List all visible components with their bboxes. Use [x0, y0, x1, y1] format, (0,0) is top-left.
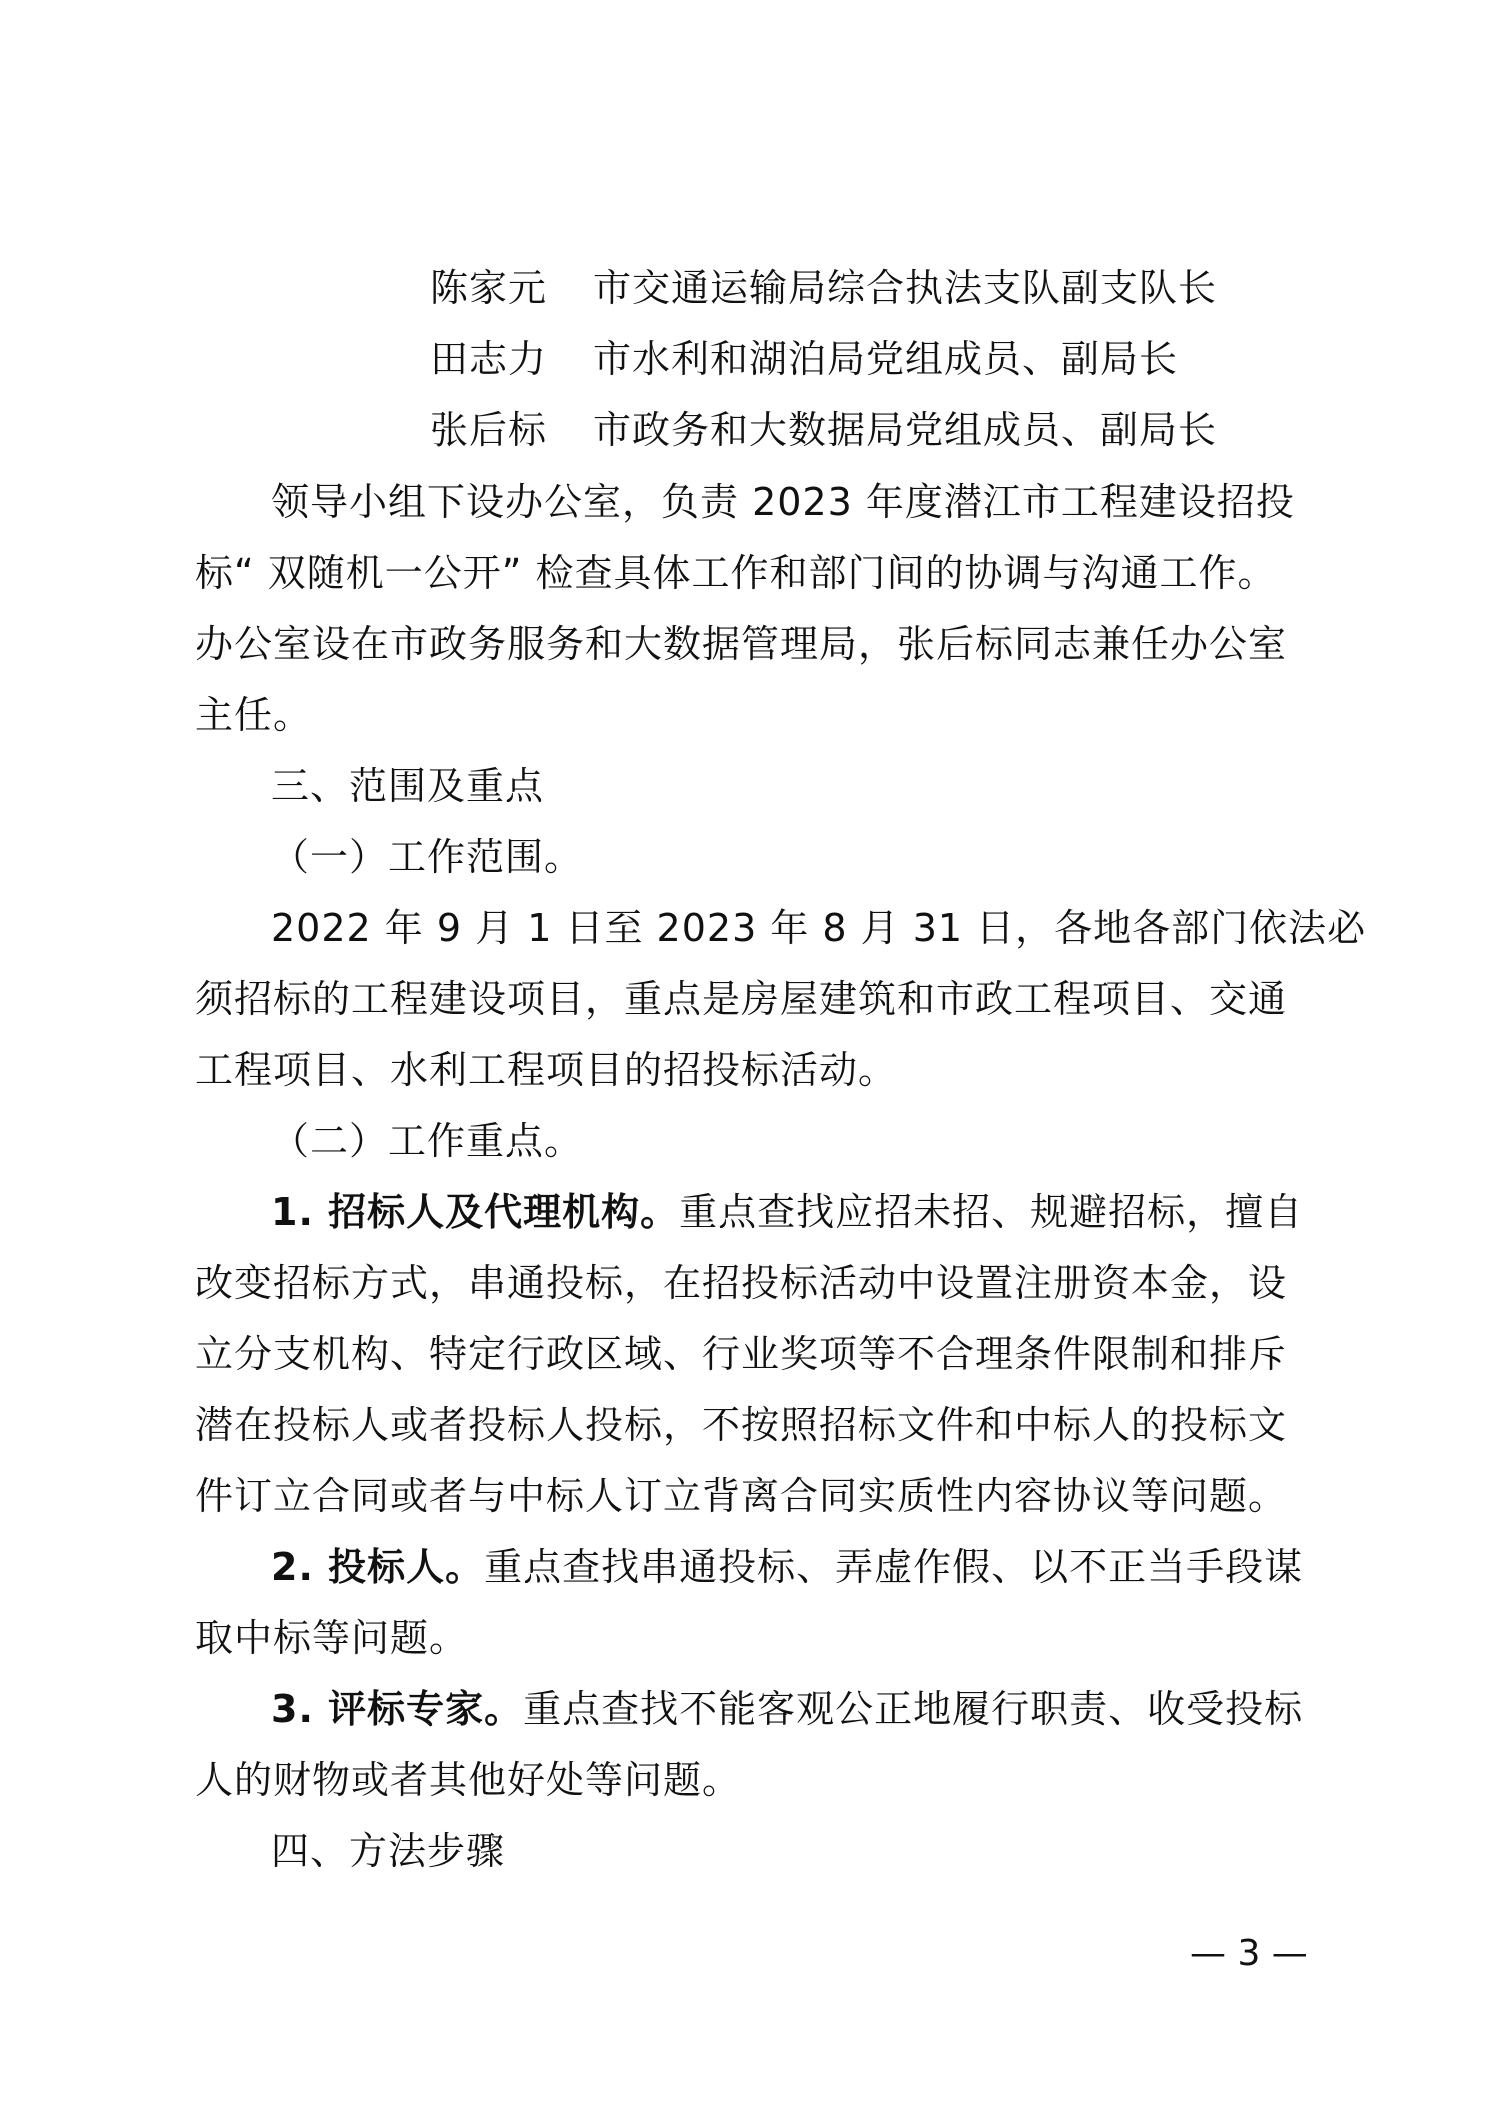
office-paragraph-line: 主任。 [195, 693, 313, 737]
member-name: 张后标 [430, 408, 548, 452]
member-name: 田志力 [430, 337, 548, 381]
item-label: 2. 投标人。 [271, 1545, 485, 1589]
subsection-heading: （二）工作重点。 [271, 1119, 584, 1163]
scope-paragraph-line: 须招标的工程建设项目，重点是房屋建筑和市政工程项目、交通 [195, 977, 1288, 1021]
item-text: 重点查找不能客观公正地履行职责、收受投标 [523, 1687, 1304, 1731]
item-paragraph-line [271, 1187, 1371, 1237]
item-paragraph-line: 人的财物或者其他好处等问题。 [195, 1758, 742, 1802]
section-heading: 三、范围及重点 [271, 764, 545, 808]
member-title: 市交通运输局综合执法支队副支队长 [593, 266, 1218, 310]
member-name: 陈家元 [430, 266, 548, 310]
item-label: 1. 招标人及代理机构。 [271, 1190, 680, 1234]
scope-paragraph-line: 2022 年 9 月 1 日至 2023 年 8 月 31 日，各地各部门依法必 [271, 906, 1367, 950]
item-paragraph-line: 潜在投标人或者投标人投标，不按照招标文件和中标人的投标文 [195, 1403, 1288, 1447]
office-paragraph-line: 办公室设在市政务服务和大数据管理局，张后标同志兼任办公室 [195, 622, 1288, 666]
item-paragraph-line [271, 1684, 1371, 1734]
scope-paragraph-line: 工程项目、水利工程项目的招投标活动。 [195, 1048, 898, 1092]
item-paragraph-line [271, 1542, 1371, 1592]
office-paragraph-line: 领导小组下设办公室，负责 2023 年度潜江市工程建设招投 [271, 480, 1295, 524]
member-title: 市水利和湖泊局党组成员、副局长 [593, 337, 1179, 381]
item-label: 3. 评标专家。 [271, 1687, 524, 1731]
item-paragraph-line: 取中标等问题。 [195, 1616, 469, 1660]
item-paragraph-line: 立分支机构、特定行政区域、行业奖项等不合理条件限制和排斥 [195, 1332, 1288, 1376]
subsection-heading: （一）工作范围。 [271, 835, 584, 879]
section-heading: 四、方法步骤 [271, 1829, 506, 1873]
item-text: 重点查找应招未招、规避招标，擅自 [679, 1190, 1304, 1234]
item-text: 重点查找串通投标、弄虚作假、以不正当手段谋 [484, 1545, 1304, 1589]
item-paragraph-line: 件订立合同或者与中标人订立背离合同实质性内容协议等问题。 [195, 1474, 1288, 1518]
office-paragraph-line: 标“ 双随机一公开” 检查具体工作和部门间的协调与沟通工作。 [195, 551, 1277, 595]
page-number: — 3 — [1190, 1933, 1308, 1974]
member-title: 市政务和大数据局党组成员、副局长 [593, 408, 1218, 452]
item-paragraph-line: 改变招标方式，串通投标，在招投标活动中设置注册资本金，设 [195, 1261, 1288, 1305]
